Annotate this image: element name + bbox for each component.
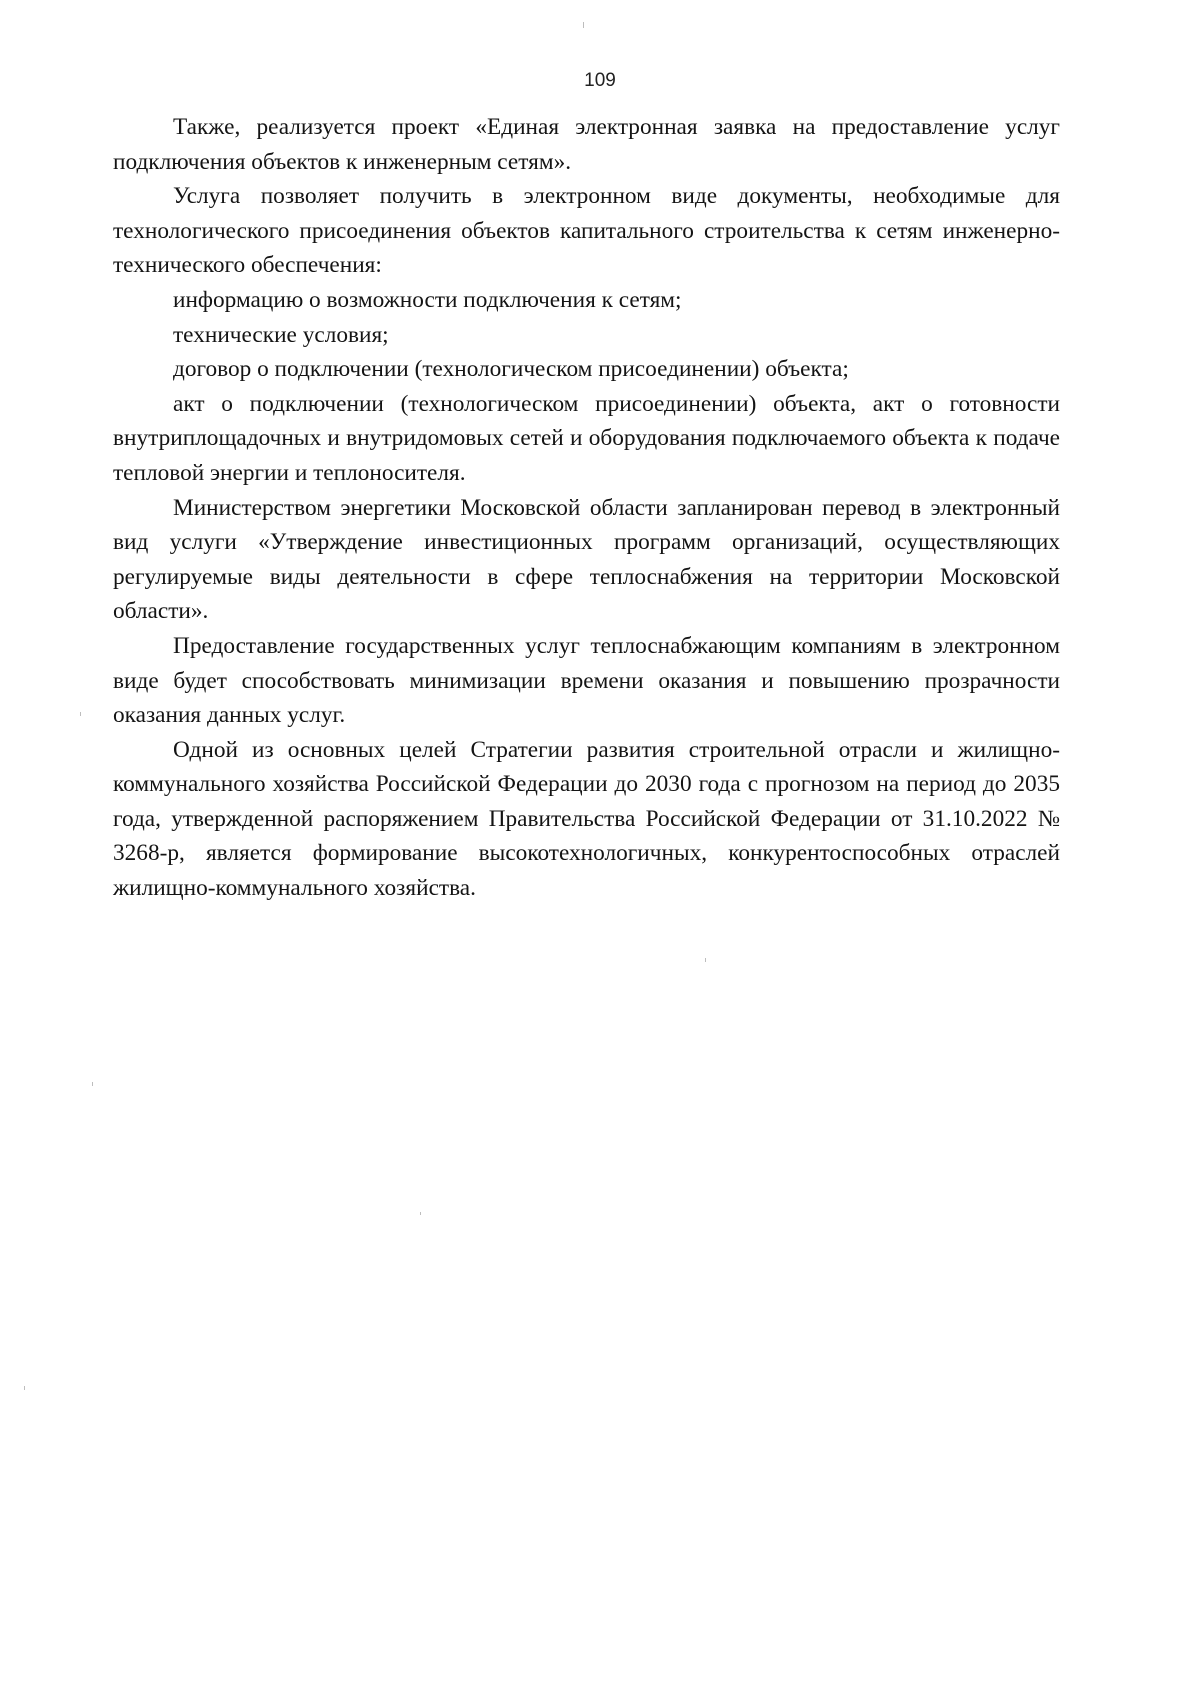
paragraph-strategy-goal: Одной из основных целей Стратегии развития строительной отрасли и жилищно-коммунального хозяйства Российской Федерации до 2030 года с прогнозом на период до 2035 года, утвержденной распоряжением Правительства Российской Федерации от 31.10.2022 № 3268-р, является формирование высокотехнологичных, конкурентоспособных отраслей жилищно-коммунального хозяйства. <box>113 736 1060 902</box>
list-item-connection-act: акт о подключении (технологическом присоединении) объекта, акт о готовности внутриплощадочных и внутридомовых сетей и оборудования подключаемого объекта к подаче тепловой энергии и теплоносителя. <box>113 390 1060 486</box>
list-item-connection-info: информацию о возможности подключения к сетям; <box>173 286 682 313</box>
scan-speck <box>24 1386 25 1390</box>
scan-speck <box>92 1082 93 1086</box>
list-item-technical-conditions: технические условия; <box>173 321 389 348</box>
paragraph-ministry-plan: Министерством энергетики Московской области запланирован перевод в электронный вид услуги «Утверждение инвестиционных программ организаций, осуществляющих регулируемые виды деятельности в сфере теплоснабжения на территории Московской области». <box>113 494 1060 625</box>
paragraph-electronic-services: Предоставление государственных услуг теплоснабжающим компаниям в электронном виде будет способствовать минимизации времени оказания и повышению прозрачности оказания данных услуг. <box>113 632 1060 729</box>
list-item-connection-contract: договор о подключении (технологическом присоединении) объекта; <box>173 356 849 383</box>
scan-speck <box>420 1212 421 1215</box>
page-number: 109 <box>584 70 616 91</box>
scan-speck <box>583 22 584 28</box>
document-body <box>113 110 1060 906</box>
scan-speck <box>705 958 706 962</box>
scan-speck <box>80 712 81 716</box>
paragraph-service-description: Услуга позволяет получить в электронном виде документы, необходимые для технологического присоединения объектов капитального строительства к сетям инженерно-технического обеспечения: <box>113 183 1060 279</box>
paragraph-project: Также, реализуется проект «Единая электронная заявка на предоставление услуг подключения объектов к инженерным сетям». <box>113 114 1060 175</box>
